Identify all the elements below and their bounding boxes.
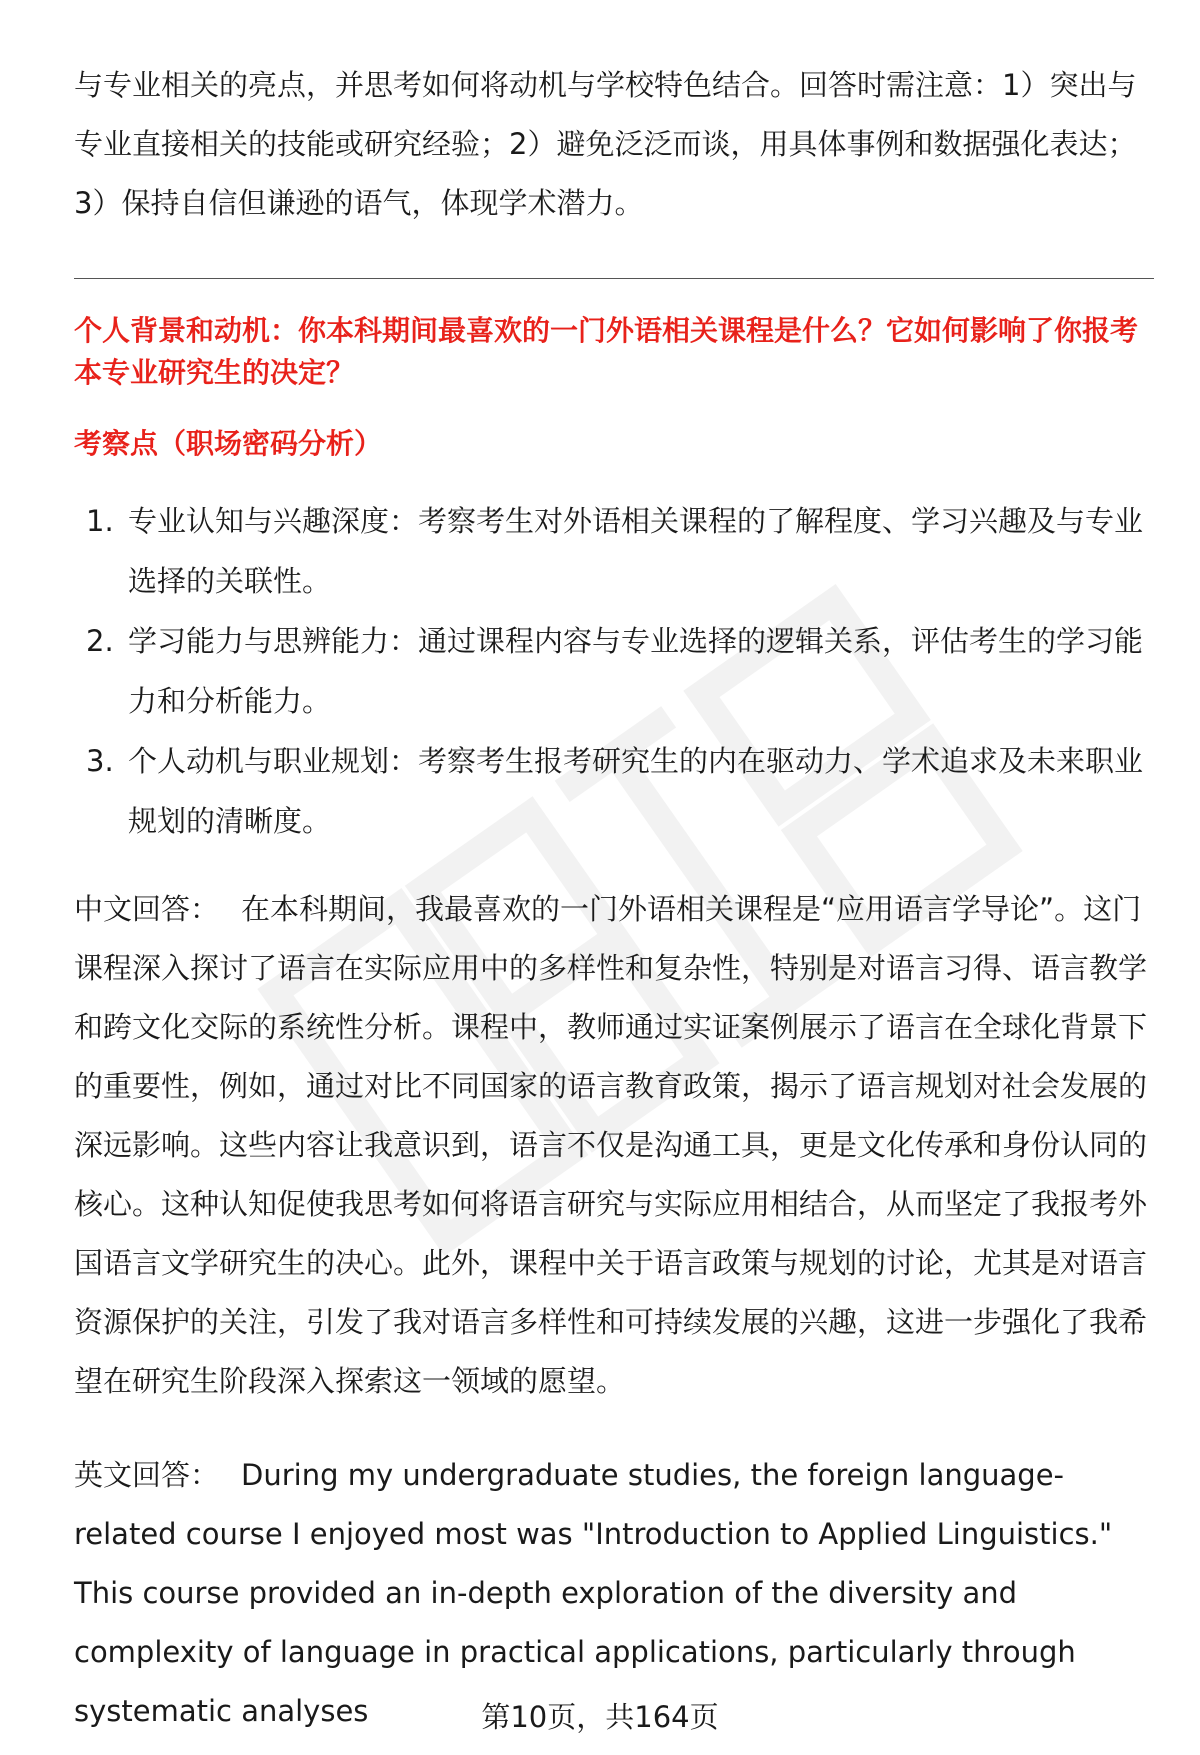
list-item-text: 个人动机与职业规划：考察考生报考研究生的内在驱动力、学术追求及未来职业规划的清晰度。 [128,744,1144,838]
question-heading: 个人背景和动机：你本科期间最喜欢的一门外语相关课程是什么？它如何影响了你报考本专业研究生的决定？ [74,314,1139,389]
list-item [74,491,1154,611]
list-item-number: 2. [86,624,114,658]
exam-points-list [74,491,1154,851]
english-answer-label: 英文回答： [74,1458,220,1492]
intro-paragraph: 与专业相关的亮点，并思考如何将动机与学校特色结合。回答时需注意：1）突出与专业直接相关的技能或研究经验；2）避免泛泛而谈，用具体事例和数据强化表达；3）保持自信但谦逊的语气，体现学术潜力。 [74,68,1137,220]
chinese-answer [74,880,1154,1411]
chinese-answer-label: 中文回答： [74,892,220,926]
list-item-number: 3. [86,744,114,778]
chinese-answer-text: 在本科期间，我最喜欢的一门外语相关课程是“应用语言学导论”。这门课程深入探讨了语言在实际应用中的多样性和复杂性，特别是对语言习得、语言教学和跨文化交际的系统性分析。课程中，教师通过实证案例展示了语言在全球化背景下的重要性，例如，通过对比不同国家的语言教育政策，揭示了语言规划对社会发展的深远影响。这些内容让我意识到，语言不仅是沟通工具，更是文化传承和身份认同的核心。这种认知促使我思考如何将语言研究与实际应用相结合，从而坚定了我报考外国语言文学研究生的决心。此外，课程中关于语言政策与规划的讨论，尤其是对语言资源保护的关注，引发了我对语言多样性和可持续发展的兴趣，这进一步强化了我希望在研究生阶段深入探索这一领域的愿望。 [74,892,1148,1398]
list-item-number: 1. [86,504,114,538]
list-item [74,611,1154,731]
list-item-text: 学习能力与思辨能力：通过课程内容与专业选择的逻辑关系，评估考生的学习能力和分析能力。 [128,624,1144,718]
page-number-footer: 第10页，共164页 [481,1700,719,1734]
list-item-text: 专业认知与兴趣深度：考察考生对外语相关课程的了解程度、学习兴趣及与专业选择的关联性。 [128,504,1144,598]
english-answer-text: During my undergraduate studies, the foreign language-related course I enjoyed most was "Introduction to Applied Linguistics." This course provided an in-depth exploration of the diversity and complexity of language in practical applications, particularly through systematic analyses [74,1458,1113,1728]
exam-points-heading: 考察点（职场密码分析） [74,427,383,460]
list-item [74,731,1154,851]
section-divider [74,278,1154,279]
